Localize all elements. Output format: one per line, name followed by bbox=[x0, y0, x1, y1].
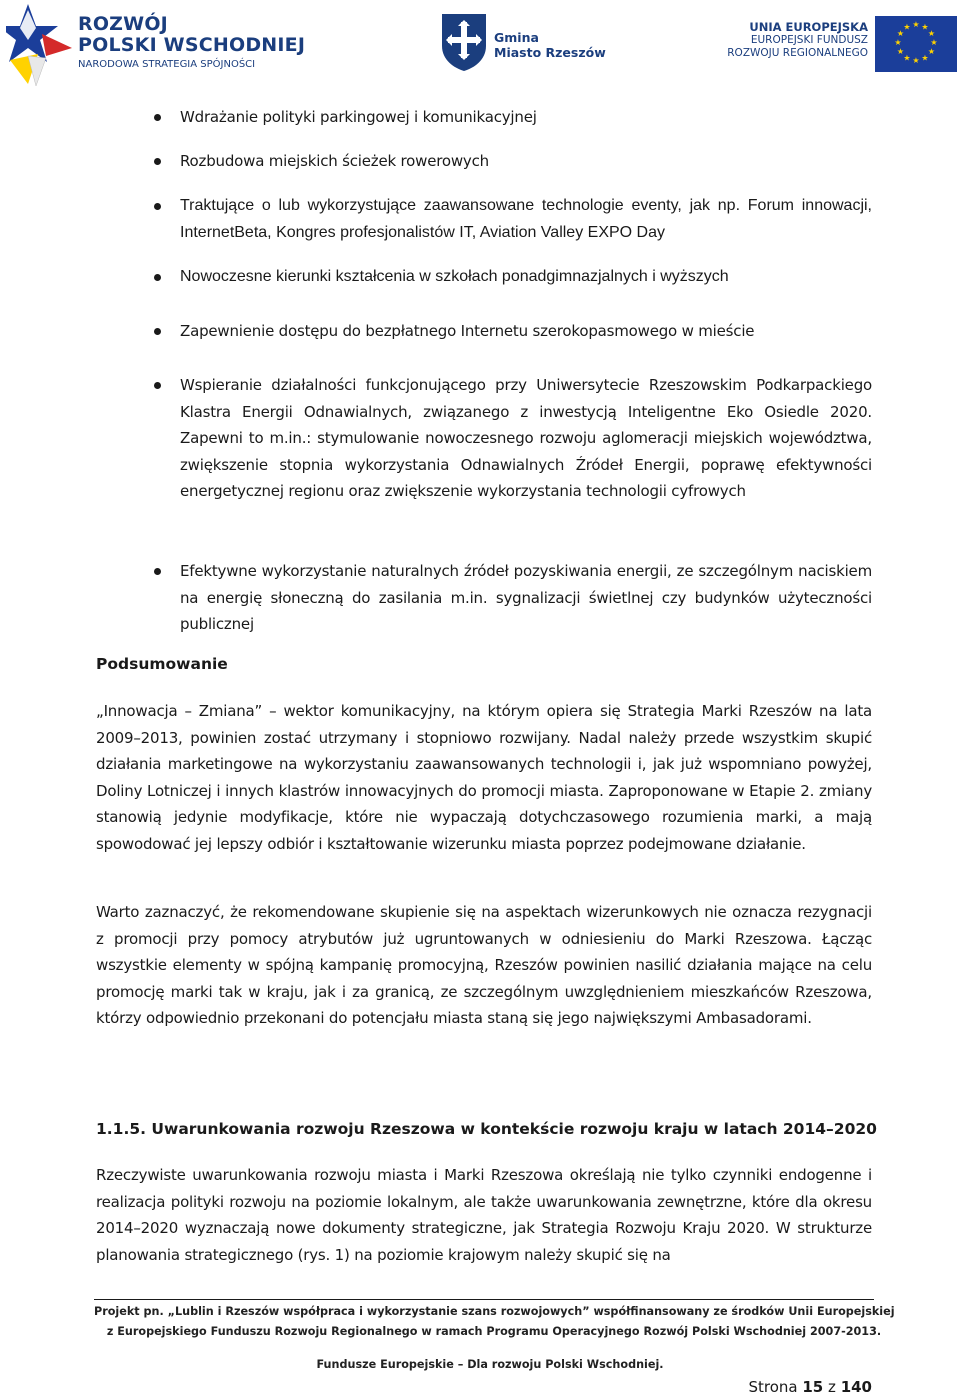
page-total: 140 bbox=[840, 1378, 872, 1396]
svg-text:★: ★ bbox=[903, 22, 911, 32]
svg-text:★: ★ bbox=[912, 56, 920, 65]
rpw-line1: ROZWÓJ bbox=[78, 13, 168, 35]
list-item-text: Nowoczesne kierunki kształcenia w szkołach ponadgimnazjalnych i wyższych bbox=[180, 268, 729, 285]
rzeszow-wordmark bbox=[494, 30, 606, 60]
ue-line2: EUROPEJSKI FUNDUSZ bbox=[750, 34, 868, 46]
ue-line1: UNIA EUROPEJSKA bbox=[749, 20, 868, 34]
bullet-dot-icon bbox=[154, 382, 161, 389]
logo-unia-europejska bbox=[724, 16, 960, 72]
summary-heading: Podsumowanie bbox=[96, 655, 228, 673]
ue-wordmark bbox=[724, 20, 868, 60]
footer-funds-line: Fundusze Europejskie – Dla rozwoju Polski Wschodniej. bbox=[316, 1358, 664, 1371]
svg-text:★: ★ bbox=[896, 47, 905, 56]
svg-text:★: ★ bbox=[921, 53, 929, 63]
list-item-text: Rozbudowa miejskich ścieżek rowerowych bbox=[180, 152, 489, 170]
list-item-text: Zapewnienie dostępu do bezpłatnego Internetu szerokopasmowego w mieście bbox=[180, 322, 755, 340]
logo-rozwoj-polski-wschodniej bbox=[6, 4, 306, 84]
list-item-text: Wspieranie działalności funkcjonującego przy Uniwersytecie Rzeszowskim Podkarpackiego Klastra Energii Odnawialnych, związanego z inwestycją Inteligentne Eko Osiedle 2020. Zapewni to m.in.: stymulowanie nowoczesnego rozwoju aglomeracji miejskich województwa, zwiększenie stopnia wykorzystania Odnawialnych Źródeł Energii, poprawę efektywności energetycznej regionu oraz zwiększenie wykorzystania technologii cyfrowych bbox=[180, 376, 872, 500]
footer-project-line1: Projekt pn. „Lublin i Rzeszów współpraca i wykorzystanie szans rozwojowych” współfinansowany ze środków Unii Europejskiej bbox=[94, 1305, 895, 1318]
svg-text:★: ★ bbox=[927, 29, 936, 38]
list-item-text: Wdrażanie polityki parkingowej i komunikacyjnej bbox=[180, 108, 537, 126]
summary-paragraph-2: Warto zaznaczyć, że rekomendowane skupienie się na aspektach wizerunkowych nie oznacza rezygnacji z promocji przy pomocy atrybutów już ugruntowanych w odniesieniu do Marki Rzeszowa. Łącząc wszystkie elementy w spójną kampanię promocyjną, Rzeszów powinien nasilić działania mające na celu promocję marki tak w kraju, jak i za granicą, ze szczególnym uwzględnieniem mieszkańców Rzeszowa, którzy odpowiednio przekonani do potencjału miasta staną się jego największymi Ambasadorami. bbox=[96, 903, 872, 1027]
rpw-line2: POLSKI WSCHODNIEJ bbox=[78, 34, 306, 56]
rpw-line3: NARODOWA STRATEGIA SPÓJNOŚCI bbox=[78, 59, 256, 70]
footer-project-info bbox=[94, 1302, 894, 1342]
summary-paragraph-1: „Innowacja – Zmiana” – wektor komunikacyjny, na którym opiera się Strategia Marki Rzeszów na lata 2009–2013, powinien zostać utrzymany i stopniowo rozwijany. Nadal należy przede wszystkim skupić działania marketingowe na wykorzystaniu zaawansowanych technologii i, jak już wspomniano powyżej, Doliny Lotniczej i innych klastrów innowacyjnych do promocji miasta. Zaproponowane w Etapie 2. zmiany stanowią jedynie modyfikacje, które nie wypaczają dotychczasowego rozumienia marki, a mają spowodować jej lepszy odbiór i kształtowanie wizerunku miasta poprzez podejmowane działanie. bbox=[96, 702, 872, 853]
svg-text:★: ★ bbox=[921, 22, 929, 32]
section-paragraph: Rzeczywiste uwarunkowania rozwoju miasta i Marki Rzeszowa określają nie tylko czynniki endogenne i realizacja polityki rozwoju na poziomie lokalnym, ale także uwarunkowania zewnętrzne, które dla okresu 2014–2020 wyznaczają nowe dokumenty strategiczne, jak Strategia Rozwoju Kraju 2020. W strukturze planowania strategicznego (rys. 1) na poziomie krajowym należy skupić się na bbox=[96, 1166, 872, 1264]
bullet-dot-icon bbox=[154, 568, 161, 575]
svg-text:★: ★ bbox=[894, 38, 902, 47]
bullet-dot-icon bbox=[154, 328, 161, 335]
svg-text:★: ★ bbox=[903, 53, 911, 63]
eu-flag-icon bbox=[875, 16, 957, 72]
svg-text:★: ★ bbox=[927, 47, 936, 56]
bullet-dot-icon bbox=[154, 114, 161, 121]
logo-gmina-rzeszow bbox=[440, 12, 620, 74]
list-item-text: Traktujące o lub wykorzystujące zaawansowane technologie eventy, jak np. Forum innowacji, InternetBeta, Kongres profesjonalistów IT, Aviation Valley EXPO Day bbox=[180, 197, 872, 241]
page-current: 15 bbox=[802, 1378, 824, 1396]
bullet-dot-icon bbox=[154, 158, 161, 165]
page-separator: z bbox=[828, 1378, 836, 1396]
bullet-dot-icon bbox=[154, 203, 161, 210]
list-item-text: Efektywne wykorzystanie naturalnych źródeł pozyskiwania energii, ze szczególnym naciskiem na energię słoneczną do zasilania m.in. sygnalizacji świetlnej czy budynków użyteczności publicznej bbox=[180, 562, 872, 633]
rpw-emblem-icon bbox=[6, 4, 72, 86]
footer-project-line2: z Europejskiego Funduszu Rozwoju Regionalnego w ramach Programu Operacyjnego Rozwój Polski Wschodniej 2007-2013. bbox=[106, 1325, 882, 1338]
rpw-wordmark bbox=[78, 14, 305, 72]
rzeszow-line2: Miasto Rzeszów bbox=[494, 45, 606, 60]
page-header bbox=[0, 0, 960, 92]
svg-text:★: ★ bbox=[896, 29, 905, 38]
ue-line3: ROZWOJU REGIONALNEGO bbox=[727, 47, 868, 59]
svg-text:★: ★ bbox=[930, 38, 938, 47]
rzeszow-shield-icon bbox=[440, 12, 488, 72]
page-label: Strona bbox=[748, 1378, 798, 1396]
bullet-dot-icon bbox=[154, 274, 161, 281]
page-number bbox=[748, 1378, 872, 1396]
rzeszow-line1: Gmina bbox=[494, 30, 539, 45]
svg-text:★: ★ bbox=[912, 20, 920, 29]
footer-divider bbox=[94, 1299, 874, 1300]
section-title: 1.1.5. Uwarunkowania rozwoju Rzeszowa w kontekście rozwoju kraju w latach 2014–2020 bbox=[96, 1120, 877, 1138]
